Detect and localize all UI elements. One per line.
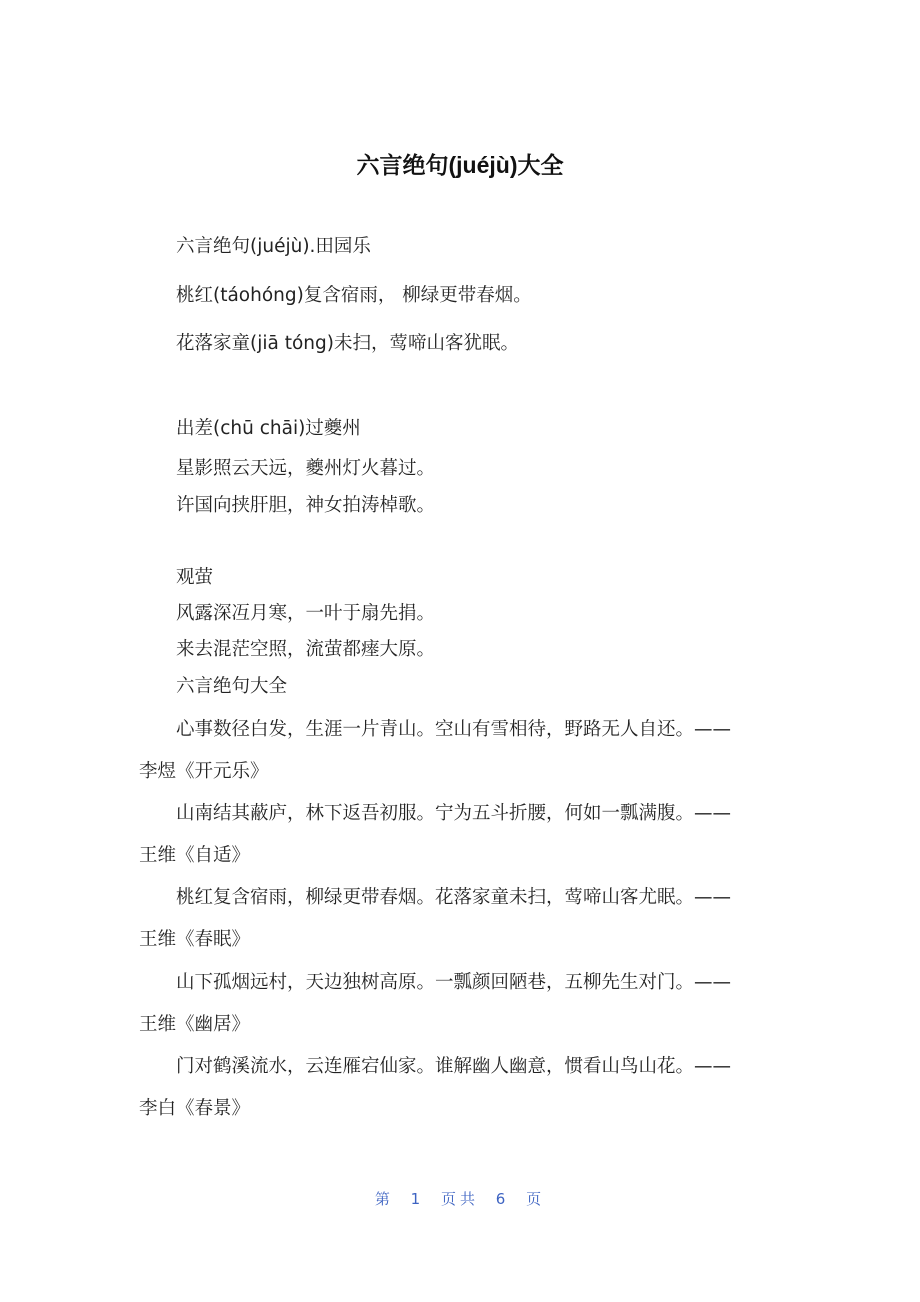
page-number-footer: 第 1 页共 6 页 [374, 1190, 546, 1208]
poem-text: 山下孤烟远村，天边独树高原。一瓢颜回陋巷，五柳先生对门。—— [176, 972, 732, 993]
poem-line: 来去混茫空照，流萤都瘗大原。 [176, 639, 436, 660]
poem-line: 桃红(táohóng)复含宿雨， 柳绿更带春烟。 [176, 285, 532, 306]
poem-line: 风露深冱月寒，一叶于扇先捐。 [176, 603, 436, 624]
section-heading: 观萤 [176, 567, 214, 588]
poem-author: 李煜《开元乐》 [139, 761, 269, 782]
poem-text: 门对鹤溪流水，云连雁宕仙家。谁解幽人幽意，惯看山鸟山花。—— [176, 1056, 732, 1077]
poem-text: 心事数径白发，生涯一片青山。空山有雪相待，野路无人自还。—— [176, 719, 732, 740]
collection-heading: 六言绝句大全 [176, 676, 288, 697]
poem-line: 花落家童(jiā tóng)未扫，莺啼山客犹眠。 [176, 333, 519, 354]
poem-author: 李白《春景》 [139, 1098, 251, 1119]
poem-author: 王维《春眠》 [139, 929, 251, 950]
poem-author: 王维《幽居》 [139, 1014, 251, 1035]
page-title: 六言绝句(juéjù)大全 [356, 152, 564, 178]
poem-text: 山南结其蔽庐，林下返吾初服。宁为五斗折腰，何如一瓢满腹。—— [176, 803, 732, 824]
poem-text: 桃红复含宿雨，柳绿更带春烟。花落家童未扫，莺啼山客尤眠。—— [176, 887, 732, 908]
poem-line: 星影照云天远，夔州灯火暮过。 [176, 458, 436, 479]
section-heading: 出差(chū chāi)过夔州 [176, 418, 361, 439]
poem-line: 许国向挟肝胆，神女拍涛棹歌。 [176, 495, 436, 516]
section-heading: 六言绝句(juéjù).田园乐 [176, 236, 371, 257]
poem-author: 王维《自适》 [139, 845, 251, 866]
